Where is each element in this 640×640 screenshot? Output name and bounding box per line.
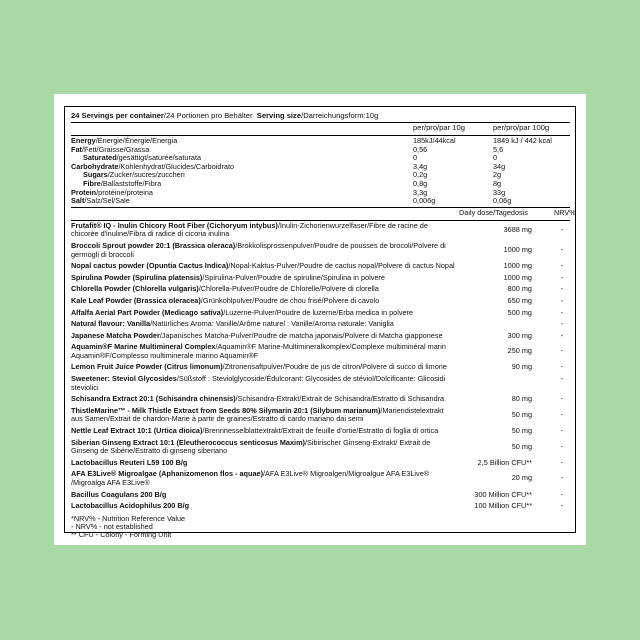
ingredient-name: Schisandra Extract 20:1 (Schisandra chinensis) (71, 394, 236, 404)
value-per-100g: 0 (493, 153, 498, 163)
ingredients-header-row (71, 207, 576, 219)
ingredient-row (71, 297, 570, 306)
nutrition-facts-panel (64, 106, 576, 540)
nutrition-header-row (71, 124, 570, 134)
ingredient-dose: 650 mg (507, 295, 532, 305)
servings-label: 24 Servings per container (71, 111, 164, 120)
per-100g-header: per/pro/par 100g (493, 123, 550, 132)
serving-size-translation: /Darreichungsform:10g (301, 111, 379, 120)
ingredient-name: Lemon Fruit Juice Powder (Citrus limonum) (71, 362, 223, 372)
ingredient-row (71, 407, 570, 424)
ingredient-row (71, 309, 570, 318)
ingredient-row (71, 285, 570, 294)
nutrient-name: Sugars (83, 170, 108, 180)
ingredient-dose: 300 Million CFU** (474, 489, 532, 499)
ingredient-dose: 250 mg (507, 346, 532, 356)
ingredient-translation: /Brokkolisprossenpulver/Poudre de pousses de brocoli/Polvere di germogli di broccoli (71, 240, 446, 259)
ingredient-nrv: - (560, 489, 564, 499)
ingredient-row (71, 242, 570, 259)
ingredient-row (71, 375, 570, 392)
ingredient-nrv: - (560, 272, 564, 282)
ingredient-dose: 100 Million CFU** (474, 501, 532, 511)
footnote-not-established: - NRV% - not established (71, 521, 153, 531)
ingredient-name: Natural flavour: Vanilla (71, 319, 151, 329)
ingredient-nrv: - (560, 374, 564, 384)
nutrient-name: Saturated (83, 153, 117, 163)
nutrient-name: Protein (71, 187, 97, 197)
footnote-cfu: ** CFU - Colony - Forming Unit (71, 530, 172, 540)
nutrient-name: Fibre (83, 178, 101, 188)
nrv-header: NRV% (554, 207, 576, 217)
value-per-10g: 185kJ/44kcal (413, 136, 456, 145)
ingredient-translation: /Nopal-Kaktus-Pulver/Poudre de cactus nopal/Polvere di cactus Nopal (228, 261, 455, 271)
ingredient-name: Nettle Leaf Extract 10:1 (Urtica dioica) (71, 426, 203, 436)
ingredient-nrv: - (560, 441, 564, 451)
ingredient-translation: /Spirulina-Pulver/Poudre de spiruline/Spirulina in polvere (202, 272, 385, 282)
ingredients-table (71, 222, 570, 511)
ingredient-translation: /AFA E3Live® Migroalgen/Migroalgue AFA E3Live® /Migroalga AFA E3Live® (71, 469, 430, 487)
nutrient-name: Salt (71, 196, 85, 206)
ingredient-row (71, 395, 570, 404)
serving-info (71, 111, 570, 121)
ingredient-dose: 80 mg (511, 394, 532, 404)
ingredient-dose: 90 mg (511, 362, 532, 372)
ingredient-row (71, 427, 570, 436)
ingredient-nrv: - (560, 394, 564, 404)
nutrient-translation: /gesättigt/saturée/saturata (116, 153, 202, 163)
value-per-10g: 0,006g (413, 196, 436, 206)
per-10g-header: per/pro/par 10g (413, 123, 465, 132)
ingredient-dose: 1000 mg (503, 272, 532, 282)
ingredient-nrv: - (560, 261, 564, 271)
value-per-10g: 0,2g (413, 170, 428, 180)
ingredient-nrv: - (560, 307, 564, 317)
ingredient-name: Frutafit® IQ - Inulin Chicory Root Fiber (Cichoryum intybus) (71, 220, 278, 230)
ingredient-row (71, 363, 570, 372)
nutrient-name: Carbohydrate (71, 161, 119, 171)
ingredient-row (71, 502, 570, 511)
ingredient-nrv: - (560, 244, 564, 254)
ingredient-name: Broccoli Sprout powder 20:1 (Brassica oleraca) (71, 240, 236, 250)
value-per-10g: 0,8g (413, 178, 428, 188)
ingredient-row (71, 274, 570, 283)
value-per-100g: 33g (493, 187, 506, 197)
nutrient-translation: /Zucker/sucres/zuccheri (107, 170, 185, 180)
ingredient-nrv: - (560, 457, 564, 467)
daily-dose-header: Daily dose/Tagedosis (459, 207, 528, 217)
ingredient-name: Siberian Ginseng Extract 10:1 (Eleutherococcus senticosus Maxim) (71, 437, 305, 447)
ingredient-row (71, 222, 570, 239)
footnote-nrv: *NRV% - Nutrition Reference Value (71, 513, 186, 523)
ingredient-translation: /Mariendistelextrakt aus Samen/Extrait de chardon-Marie à partir de graines/Estratto di cardo mariano dai semi (71, 405, 444, 424)
supplement-label-card (54, 94, 586, 545)
ingredient-name: ThistleMarine™ - Milk Thistle Extract from Seeds 80% Silymarin 20:1 (Silybum marianum) (71, 405, 381, 415)
value-per-10g: 0,56 (413, 144, 428, 154)
ingredient-nrv: - (560, 319, 564, 329)
ingredient-name: Nopal cactus powder (Opuntia Cactus Indica) (71, 261, 229, 271)
ingredient-name: Aquamin®F Marine Multimineral Complex (71, 342, 216, 352)
ingredient-nrv: - (560, 362, 564, 372)
ingredient-nrv: - (560, 346, 564, 356)
nutrient-translation: /Kohlenhydrat/Glucides/Carboidrato (118, 161, 235, 171)
ingredient-dose: 20 mg (511, 473, 532, 483)
ingredient-translation: /Zitronensaftpulver/Poudre de jus de citron/Polvere di succo di limone (222, 362, 447, 372)
ingredient-name: Lactobacillus Acidophilus 200 B/g (71, 501, 190, 511)
value-per-100g: 8g (493, 178, 502, 188)
ingredient-nrv: - (560, 426, 564, 436)
ingredient-name: AFA E3Live® Migroalgae (Aphanizomenon flos - aquae) (71, 469, 264, 479)
value-per-100g: 1849 kJ / 442 kcal (493, 136, 552, 145)
ingredient-nrv: - (560, 224, 564, 234)
ingredient-name: Sweetener: Steviol Glycosides (71, 374, 177, 384)
ingredient-dose: 50 mg (511, 441, 532, 451)
ingredient-dose: 2,5 Billion CFU** (477, 457, 532, 467)
serving-size-label: Serving size (256, 111, 302, 120)
ingredient-row (71, 343, 570, 360)
ingredient-name: Japanese Matcha Powder (71, 330, 160, 340)
ingredient-name: Chlorella Powder (Chlorella vulgaris) (71, 284, 199, 294)
ingredient-nrv: - (560, 330, 564, 340)
footnotes (71, 515, 570, 540)
ingredient-translation: /Inulin-Zichorienwurzelfaser/Fibre de racine de chicorée d'inuline/Fibra di radice di cicoria inulina (71, 220, 428, 239)
value-per-10g: 3,4g (413, 161, 428, 171)
ingredient-dose: 300 mg (507, 330, 532, 340)
ingredient-row (71, 320, 570, 329)
value-per-100g: 5,6 (493, 144, 504, 154)
ingredient-nrv: - (560, 501, 564, 511)
nutrient-translation: /protéine/proteina (96, 187, 153, 197)
value-per-10g: 3,3g (413, 187, 428, 197)
ingredient-translation: /Brennnesselblattextrakt/Extrait de feuille d'ortie/Estratto di foglia di ortica (202, 426, 439, 436)
ingredient-name: Kale Leaf Powder (Brassica oleracea) (71, 295, 201, 305)
ingredient-name: Spirulina Powder (Spirulina platensis) (71, 272, 203, 282)
nutrition-table (71, 137, 570, 206)
ingredient-name: Alfalfa Aerial Part Powder (Medicago sativa) (71, 307, 224, 317)
ingredient-translation: /Natürliches Aroma: Vanille/Arôme naturel : Vanille/Aroma naturale: Vaniglia (150, 319, 394, 329)
servings-translation: /24 Portionen pro Behälter (163, 111, 253, 120)
nutrient-translation: /Salz/Sel/Sale (84, 196, 130, 206)
nutrient-translation: /Energie/Énergie/Energia (95, 136, 178, 145)
ingredient-dose: 3688 mg (503, 224, 532, 234)
ingredient-nrv: - (560, 284, 564, 294)
value-per-10g: 0 (413, 153, 418, 163)
ingredient-nrv: - (560, 409, 564, 419)
nutrition-row-salt (71, 197, 570, 206)
ingredient-nrv: - (560, 473, 564, 483)
nutrient-name: Energy (71, 136, 96, 145)
ingredient-translation: /Schisandra-Extrakt/Extrait de Schisandra/Estratto di Schisandra (235, 394, 445, 404)
ingredient-dose: 1000 mg (503, 244, 532, 254)
value-per-100g: 0,06g (493, 196, 512, 206)
ingredient-dose: 50 mg (511, 426, 532, 436)
ingredient-dose: 50 mg (511, 409, 532, 419)
ingredient-translation: /Süßstoff : Steviolglycoside/Édulcorant: Glycosides de stéviol/Dolcificante: Glicosidi steviolici (71, 374, 446, 392)
ingredient-translation: /Grünkohlpulver/Poudre de chou frisé/Polvere di cavolo (200, 295, 380, 305)
ingredient-nrv: - (560, 295, 564, 305)
value-per-100g: 2g (493, 170, 502, 180)
ingredient-dose: 1000 mg (503, 261, 532, 271)
ingredient-row (71, 470, 570, 487)
ingredient-translation: /Luzerne-Pulver/Poudre de luzerne/Erba medica in polvere (223, 307, 414, 317)
ingredient-dose: 500 mg (507, 307, 532, 317)
ingredient-name: Lactobacillus Reuteri L59 100 B/g (71, 457, 188, 467)
ingredient-translation: /Sibirischer Ginseng-Extrakt/ Extrait de Ginseng de Sibérie/Estratto di ginseng siberiano (71, 437, 431, 456)
ingredient-translation: /Chlorella-Pulver/Poudre de Chlorelle/Polvere di clorella (198, 284, 379, 294)
ingredient-row (71, 262, 570, 271)
ingredient-name: Bacillus Coagulans 200 B/g (71, 489, 167, 499)
ingredient-row (71, 332, 570, 341)
ingredient-translation: /Japanisches Matcha-Pulver/Poudre de matcha japonais/Polvere di Matcha giapponese (159, 330, 443, 340)
ingredient-dose: 800 mg (507, 284, 532, 294)
ingredient-translation: /Aquamin®F Marine-Multimineralkomplex/Complexe multiminéral marin Aquamin®F/Complesso multiminerale marino Aquamin®F (71, 342, 446, 360)
nutrient-translation: /Ballaststoffe/Fibra (100, 178, 162, 188)
value-per-100g: 34g (493, 161, 506, 171)
nutrient-name: Fat (71, 144, 82, 154)
ingredient-row (71, 491, 570, 500)
ingredient-row (71, 439, 570, 456)
ingredient-row (71, 459, 570, 468)
nutrient-translation: /Fett/Graisse/Grassa (81, 144, 150, 154)
